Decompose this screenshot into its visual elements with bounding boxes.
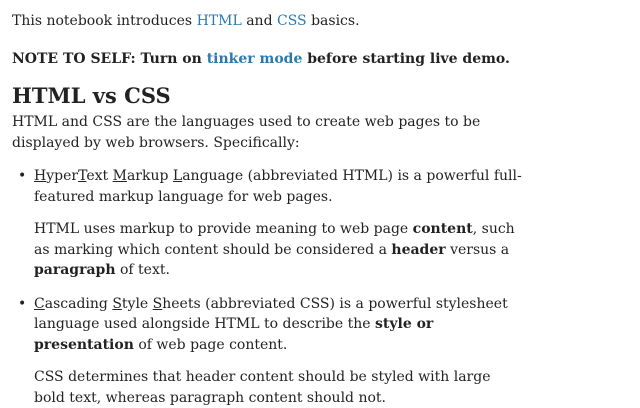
css-description-end: of web page content.	[134, 337, 288, 353]
acronym-letter: H	[34, 168, 46, 184]
acronym-rest: heets	[162, 296, 200, 312]
css-link[interactable]: CSS	[277, 13, 307, 29]
acronym-rest: arkup	[127, 168, 173, 184]
acronym-rest: tyle	[122, 296, 153, 312]
detail-bold: content	[413, 221, 473, 237]
html-definition	[34, 166, 524, 207]
list-item-html	[34, 166, 524, 281]
acronym-letter: L	[173, 168, 182, 184]
acronym-rest: yper	[46, 168, 78, 184]
note-text-before: NOTE TO SELF: Turn on	[12, 51, 207, 67]
tinker-mode-link[interactable]: tinker mode	[207, 51, 303, 67]
note-text-after: before starting live demo.	[302, 51, 510, 67]
acronym-letter: S	[112, 296, 122, 312]
html-detail	[34, 219, 524, 281]
intro-paragraph	[12, 11, 628, 32]
detail-text: of text.	[116, 262, 170, 278]
lead-paragraph: HTML and CSS are the languages used to create web pages to be displayed by web browsers. Specifically:	[12, 112, 522, 153]
html-description: (abbreviated HTML) is a powerful full-featured markup language for web pages.	[34, 168, 522, 205]
bullet-icon: •	[18, 166, 26, 187]
detail-text: , such as marking which content should be considered a	[34, 221, 515, 258]
acronym-rest: ext	[86, 168, 112, 184]
detail-text: HTML uses markup to provide meaning to web page	[34, 221, 413, 237]
acronym-letter: S	[153, 296, 163, 312]
detail-bold: header	[391, 242, 445, 258]
intro-text-middle: and	[242, 13, 277, 29]
intro-text-before: This notebook introduces	[12, 13, 197, 29]
definition-list	[12, 166, 524, 408]
detail-text: versus a	[446, 242, 510, 258]
acronym-letter: M	[113, 168, 127, 184]
css-definition	[34, 294, 524, 356]
intro-text-after: basics.	[307, 13, 360, 29]
acronym-rest: anguage	[182, 168, 243, 184]
css-description: (abbreviated CSS) is a powerful stylesheet language used alongside HTML to describe the	[34, 296, 508, 333]
css-detail: CSS determines that header content should be styled with large bold text, whereas paragraph content should not.	[34, 367, 524, 408]
list-item-css	[34, 294, 524, 408]
bullet-icon: •	[18, 294, 26, 315]
acronym-letter: C	[34, 296, 45, 312]
detail-bold: paragraph	[34, 262, 116, 278]
note-to-self	[12, 49, 628, 70]
html-link[interactable]: HTML	[197, 13, 242, 29]
css-description-bold: style or presentation	[34, 316, 433, 353]
acronym-letter: T	[78, 168, 86, 184]
acronym-rest: ascading	[45, 296, 113, 312]
section-heading: HTML vs CSS	[12, 83, 628, 109]
